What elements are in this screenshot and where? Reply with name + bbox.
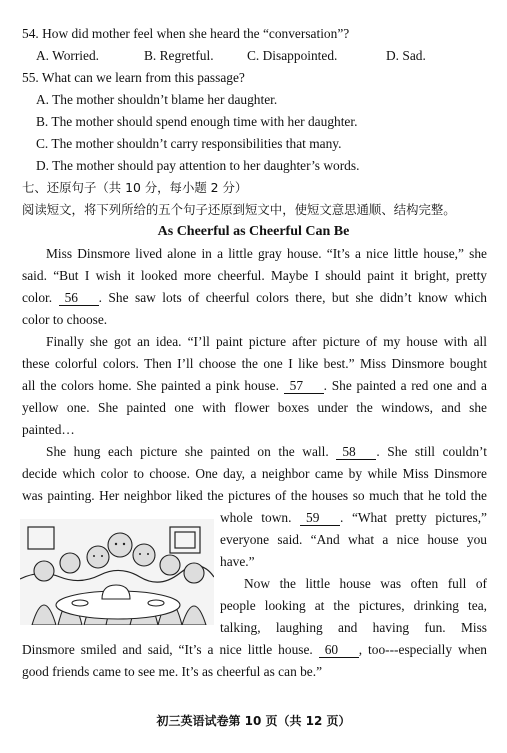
blank-57[interactable]: 57 — [284, 379, 324, 394]
passage-line: Miss Dinsmore lived alone in a little gray house. “It’s a nice little house,” she — [46, 246, 487, 261]
passage-line: color. 56 . She saw lots of cheerful colors there, but she didn’t know which — [22, 290, 487, 305]
passage-line: painted… — [22, 422, 75, 437]
blank-56[interactable]: 56 — [59, 291, 99, 306]
passage-line: Now the little house was often full of — [244, 576, 487, 591]
passage-line: was painting. Her neighbor liked the pictures of the houses so much that he told the — [22, 488, 487, 503]
question-55-stem: 55. What can we learn from this passage? — [22, 70, 245, 85]
blank-59[interactable]: 59 — [300, 511, 340, 526]
q55-option-a: A. The mother shouldn’t blame her daughter. — [36, 92, 278, 107]
passage-line: whole town. 59 . “What pretty pictures,” — [220, 510, 488, 525]
passage-line: decide which color to choose. One day, a neighbor came by while Miss Dinsmore — [22, 466, 487, 481]
passage-line: have.” — [220, 554, 255, 569]
passage-line: everyone said. “And what a nice house you — [220, 532, 487, 547]
passage-line: people looking at the pictures, drinking tea, — [220, 598, 487, 613]
passage-line: these colorful colors. Then I’ll choose the one I like best.” Miss Dinsmore bought — [22, 356, 487, 371]
q55-option-c: C. The mother shouldn’t carry responsibilities that many. — [36, 136, 342, 151]
passage-line: all the colors home. She painted a pink house. 57 . She painted a red one and a — [22, 378, 488, 393]
passage-line: yellow one. She painted one with flower boxes under the windows, and she — [22, 400, 487, 415]
passage-line: talking, laughing and having fun. Miss — [220, 620, 487, 635]
q55-option-b: B. The mother should spend enough time with her daughter. — [36, 114, 358, 129]
passage-line: Dinsmore smiled and said, “It’s a nice little house. 60 , too---especially when — [22, 642, 488, 657]
passage-line: color to choose. — [22, 312, 108, 327]
q54-option-d: D. Sad. — [386, 48, 426, 63]
passage-title: As Cheerful as Cheerful Can Be — [157, 224, 350, 239]
q54-option-a: A. Worried. — [36, 48, 100, 63]
blank-60[interactable]: 60 — [319, 643, 359, 658]
passage-line: good friends came to see me. It’s as cheerful as can be.” — [22, 664, 323, 679]
blank-58[interactable]: 58 — [336, 445, 376, 460]
tea-party-illustration — [20, 519, 214, 625]
passage-line: said. “But I wish it looked more cheerful. Maybe I should paint it bright, pretty — [22, 268, 487, 283]
q55-option-d: D. The mother should pay attention to her daughter’s words. — [36, 158, 360, 173]
section-heading: 七、还原句子（共 10 分，每小题 2 分） — [22, 180, 248, 195]
q54-option-b: B. Regretful. — [144, 48, 214, 63]
passage-line: She hung each picture she painted on the wall. 58 . She still couldn’t — [46, 444, 487, 459]
question-54-options — [0, 48, 507, 64]
q54-option-c: C. Disappointed. — [247, 48, 338, 63]
page-footer: 初三英语试卷第 10 页（共 12 页） — [156, 714, 351, 728]
question-54-stem: 54. How did mother feel when she heard the “conversation”? — [22, 26, 350, 41]
section-instruction: 阅读短文，将下列所给的五个句子还原到短文中，使短文意思通顺、结构完整。 — [22, 202, 456, 217]
passage-line: Finally she got an idea. “I’ll paint picture after picture of my house with all — [46, 334, 487, 349]
